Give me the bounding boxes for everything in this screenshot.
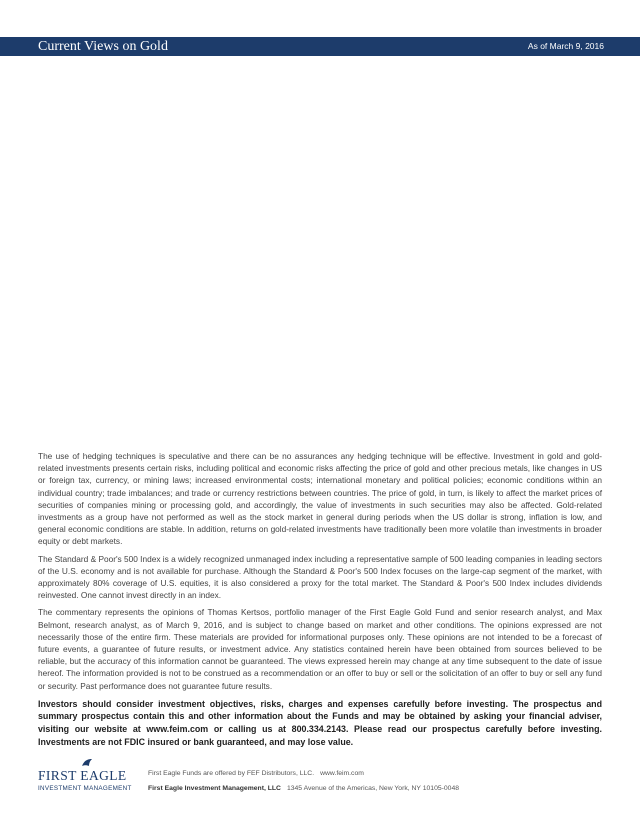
prospectus-notice: Investors should consider investment objectives, risks, charges and expenses carefully before investing. The prospectus and summary prospectus contain this and other information about the Funds and may be obtained by asking your financial adviser, visiting our website at www.feim.com or calling us at 800.334.2143. Please read our prospectus carefully before investing. Investments are not FDIC insured or bank guaranteed, and may lose value. [38, 698, 602, 747]
distributor-text: First Eagle Funds are offered by FEF Distributors, LLC. [148, 770, 315, 777]
disclosures-section [38, 450, 602, 753]
distributor-line [148, 770, 364, 777]
commentary-opinion-paragraph: The commentary represents the opinions of Thomas Kertsos, portfolio manager of the First Eagle Gold Fund and senior research analyst, and Max Belmont, research analyst, as of March 9, 2016, and is subject to change based on market and other conditions. The opinions expressed are not necessarily those of the entire firm. These materials are provided for informational purposes only. These opinions are not intended to be a forecast of future events, a guarantee of future results, or investment advice. Any statistics contained herein have been obtained from sources believed to be reliable, but the accuracy of this information cannot be guaranteed. The views expressed herein may change at any time subsequent to the date of issue hereof. The information provided is not to be construed as a recommendation or an offer to buy or sell or the solicitation of an offer to buy or sell any fund or security. Past performance does not guarantee future results. [38, 607, 602, 691]
logo-subtitle: INVESTMENT MANAGEMENT [38, 785, 132, 792]
company-line [148, 785, 459, 792]
logo-name: FIRST EAGLE [38, 768, 127, 783]
page-title: Current Views on Gold [38, 39, 168, 54]
website-text: www.feim.com [320, 770, 364, 777]
company-address: 1345 Avenue of the Americas, New York, NY 10105-0048 [286, 785, 460, 792]
hedging-risk-paragraph: The use of hedging techniques is speculative and there can be no assurances any hedging technique will be effective. Investment in gold and gold-related investments presents certain risks, including political and economic risks affecting the price of gold and other precious metals, like changes in US or foreign tax, currency, or mining laws; increased environmental costs; international monetary and political policies; economic conditions within an individual country; trade imbalances; and trade or currency restrictions between countries. The price of gold, in turn, is likely to affect the market prices of securities of companies mining or processing gold, and accordingly, the value of investments in such securities may also be affected. Gold-related investments as a group have not performed as well as the stock market in general during periods when the US dollar is strong, inflation is low, and general economic conditions are stable. In addition, returns on gold-related investments have traditionally been more volatile than investments in broader equity or debt markets. [38, 451, 602, 547]
eagle-icon [81, 758, 93, 768]
as-of-date: As of March 9, 2016 [527, 41, 604, 51]
sp500-index-paragraph: The Standard & Poor's 500 Index is a widely recognized unmanaged index including a representative sample of 500 leading companies in leading sectors of the U.S. economy and is not available for purchase. Although the Standard & Poor's 500 Index focuses on the large-cap segment of the market, with approximately 80% coverage of U.S. equities, it is also considered a proxy for the total market. The Standard & Poor's 500 Index includes dividends reinvested. One cannot invest directly in an index. [38, 553, 602, 601]
page-header [0, 37, 640, 56]
page-footer [38, 758, 602, 798]
company-name: First Eagle Investment Management, LLC [148, 785, 281, 792]
